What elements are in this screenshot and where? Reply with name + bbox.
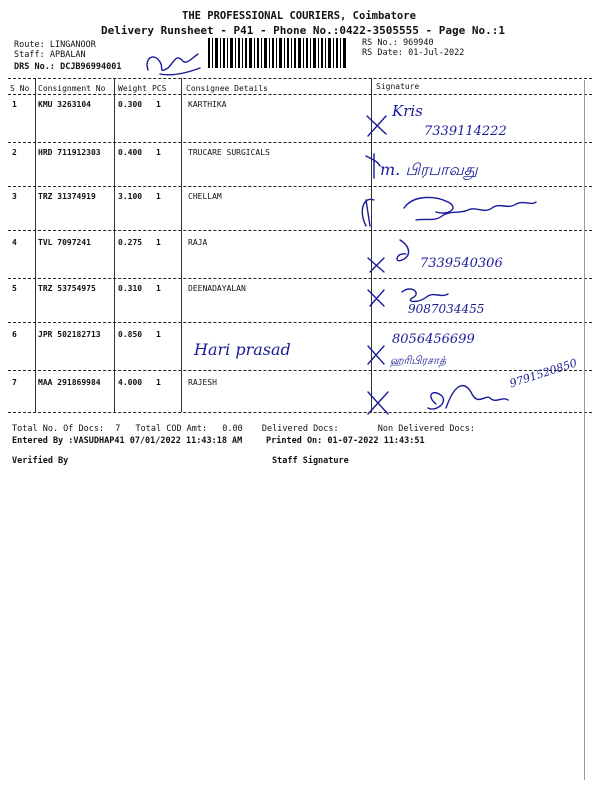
entered-by: Entered By :VASUDHAP41 07/01/2022 11:43:18 AM — [12, 436, 243, 446]
row-consignment: MAA 291869984 — [38, 378, 101, 387]
scan-edge-line — [584, 80, 585, 780]
delivered-docs-label: Delivered Docs: — [261, 424, 339, 434]
runsheet-title: Delivery Runsheet - P41 - Phone No.:0422-3505555 - Page No.:1 — [101, 24, 505, 37]
row-consignee: RAJESH — [188, 378, 217, 387]
printed-on: Printed On: 01-07-2022 11:43:51 — [266, 436, 425, 446]
row-signature-phone: 8056456699 — [392, 332, 475, 347]
row-sno: 5 — [12, 284, 17, 293]
table-header-rule — [8, 94, 592, 95]
signature-mark-icon — [362, 342, 392, 368]
row-pcs: 1 — [156, 238, 161, 247]
row-consignment: KMU 3263104 — [38, 100, 91, 109]
row-signature-phone: 9087034455 — [408, 302, 485, 316]
rs-date-label: RS Date: — [362, 48, 403, 58]
staff-line — [14, 50, 86, 60]
row-weight: 0.850 — [118, 330, 143, 339]
rs-no-label: RS No.: — [362, 38, 398, 48]
total-cod-value: 0.00 — [222, 424, 243, 434]
total-cod-label: Total COD Amt: — [135, 424, 208, 434]
row-consignment: JPR 502182713 — [38, 330, 101, 339]
rs-date-line — [362, 48, 464, 58]
row-signature: m. பிரபாவது — [380, 160, 478, 179]
row-sno: 1 — [12, 100, 17, 109]
row-signature-phone: 7339114222 — [424, 124, 507, 139]
verified-by: Verified By — [12, 456, 69, 466]
row-weight: 0.275 — [118, 238, 143, 247]
row-sno: 2 — [12, 148, 17, 157]
row-pcs: 1 — [156, 330, 161, 339]
drs-line — [14, 62, 122, 72]
row-weight: 0.300 — [118, 100, 143, 109]
table-bottom-rule — [8, 412, 592, 413]
row-rule — [8, 322, 592, 323]
row-signature: Kris — [392, 102, 423, 120]
row-pcs: 1 — [156, 378, 161, 387]
route-line — [14, 40, 96, 50]
row-signature-scribble — [356, 190, 546, 230]
row-pcs: 1 — [156, 192, 161, 201]
route-label: Route: — [14, 40, 45, 50]
col-sno: S No — [10, 84, 30, 93]
row-weight: 0.310 — [118, 284, 143, 293]
row-rule — [8, 370, 592, 371]
row-weight: 3.100 — [118, 192, 143, 201]
staff-label: Staff: — [14, 50, 45, 60]
row-consignee: DEENADAYALAN — [188, 284, 246, 293]
row-signature: ஹரிபிரசாத் — [390, 354, 447, 367]
drs-label: DRS No.: — [14, 62, 55, 72]
signature-mark-icon — [362, 110, 392, 140]
row-consignee-handwritten: Hari prasad — [194, 340, 291, 359]
total-docs-label: Total No. Of Docs: — [12, 424, 105, 434]
col-divider — [114, 78, 115, 412]
rs-no-value: 969940 — [402, 38, 434, 48]
col-divider — [35, 78, 36, 412]
row-weight: 0.400 — [118, 148, 143, 157]
row-rule — [8, 186, 592, 187]
staff-signature: Staff Signature — [272, 456, 349, 466]
row-signature-phone: 9791520850 — [508, 356, 579, 391]
totals-line — [12, 424, 475, 434]
company-name: THE PROFESSIONAL COURIERS, Coimbatore — [182, 10, 416, 22]
drs-value: DCJB96994001 — [60, 62, 122, 72]
header-initials-scribble — [140, 44, 210, 80]
row-pcs: 1 — [156, 148, 161, 157]
row-sno: 7 — [12, 378, 17, 387]
non-delivered-docs-label: Non Delivered Docs: — [377, 424, 476, 434]
col-signature: Signature — [376, 82, 420, 91]
table-top-rule — [8, 78, 592, 79]
total-docs-value: 7 — [115, 424, 121, 434]
row-consignee: TRUCARE SURGICALS — [188, 148, 270, 157]
row-sno: 4 — [12, 238, 17, 247]
row-consignee: CHELLAM — [188, 192, 222, 201]
row-rule — [8, 230, 592, 231]
row-sno: 3 — [12, 192, 17, 201]
barcode — [208, 38, 348, 68]
row-consignment: HRD 711912303 — [38, 148, 101, 157]
signature-mark-icon — [360, 150, 386, 180]
col-weight: Weight — [118, 84, 147, 93]
col-consignment: Consignment No — [38, 84, 106, 93]
row-consignment: TRZ 53754975 — [38, 284, 96, 293]
row-consignee: KARTHIKA — [188, 100, 227, 109]
rs-date-value: 01-Jul-2022 — [408, 48, 465, 58]
col-pcs: PCS — [152, 84, 167, 93]
signature-mark-icon — [362, 236, 422, 276]
col-consignee: Consignee Details — [186, 84, 268, 93]
row-sno: 6 — [12, 330, 17, 339]
row-consignment: TVL 7097241 — [38, 238, 91, 247]
col-divider — [181, 78, 182, 412]
row-rule — [8, 142, 592, 143]
staff-value: APBALAN — [49, 50, 86, 60]
route-value: LINGANOOR — [49, 40, 96, 50]
row-pcs: 1 — [156, 284, 161, 293]
row-rule — [8, 278, 592, 279]
row-consignee: RAJA — [188, 238, 208, 247]
rs-no-line — [362, 38, 434, 48]
row-signature-phone: 7339540306 — [420, 256, 503, 271]
row-consignment: TRZ 31374919 — [38, 192, 96, 201]
row-signature-scribble — [362, 374, 512, 420]
row-pcs: 1 — [156, 100, 161, 109]
row-weight: 4.000 — [118, 378, 143, 387]
